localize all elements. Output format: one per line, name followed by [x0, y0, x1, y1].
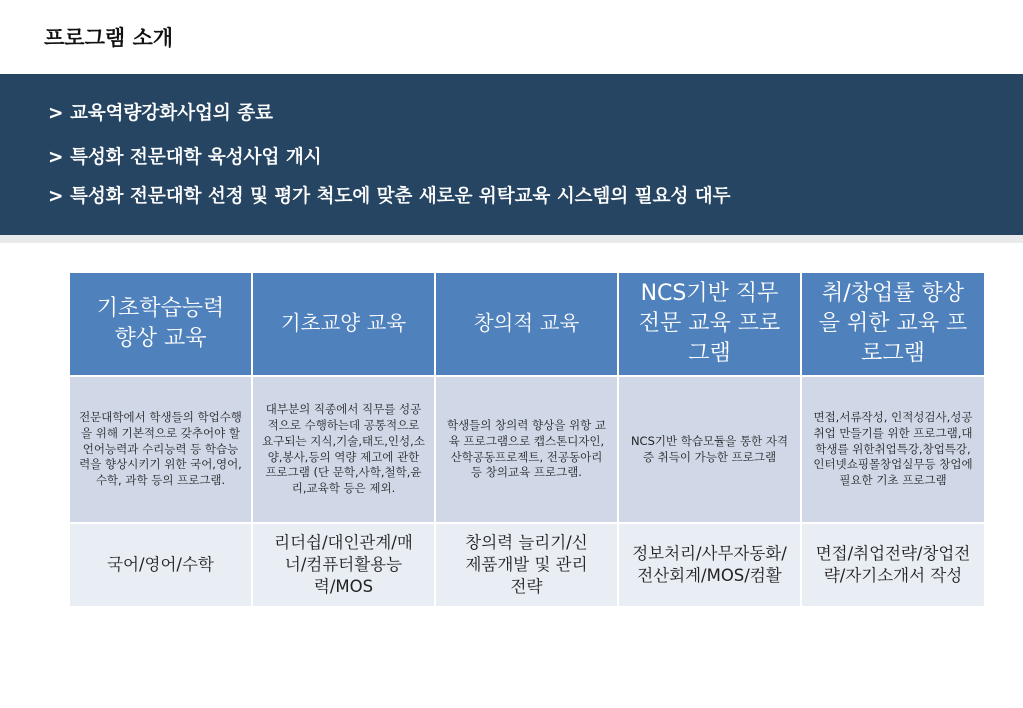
banner-item: > 교육역량강화사업의 종료: [48, 103, 273, 124]
banner-item: > 특성화 전문대학 선정 및 평가 척도에 맞춘 새로운 위탁교육 시스템의 필요성 대두: [48, 186, 731, 207]
subject-cell: 리더쉽/대인관계/매너/컴퓨터활용능력/MOS: [252, 523, 435, 607]
description-cell: 면접,서류작성, 인적성검사,성공취업 만들기를 위한 프로그램,대학생를 위한취업특강,창업특강, 인터넷쇼핑몰창업실무등 창업에 필요한 기초 프로그램: [801, 376, 985, 523]
table-header-row: [69, 272, 985, 376]
column-header: NCS기반 직무 전문 교육 프로그램: [618, 272, 801, 376]
subject-cell: 창의력 늘리기/신제품개발 및 관리전략: [435, 523, 618, 607]
banner-item: > 특성화 전문대학 육성사업 개시: [48, 147, 322, 168]
subject-cell: 면접/취업전략/창업전략/자기소개서 작성: [801, 523, 985, 607]
column-header: 기초학습능력 향상 교육: [69, 272, 252, 376]
banner-divider: [0, 235, 1023, 243]
page-title: 프로그램 소개: [44, 26, 174, 50]
table-row: [69, 376, 985, 523]
description-cell: 전문대학에서 학생들의 학업수행을 위해 기본적으로 갖추어야 할 언어능력과 수리능력 등 학습능력을 향상시키기 위한 국어,영어,수학, 과학 등의 프로그램.: [69, 376, 252, 523]
description-cell: 학생들의 창의력 향상을 위항 교육 프로그램으로 캡스톤디자인,산학공동프로젝트, 전공동아리 등 창의교육 프로그램.: [435, 376, 618, 523]
program-table: [68, 271, 986, 608]
column-header: 창의적 교육: [435, 272, 618, 376]
description-cell: 대부분의 직종에서 직무를 성공적으로 수행하는데 공통적으로 요구되는 지식,기술,태도,인성,소양,봉사,등의 역량 제고에 관한 프로그램 (단 문학,사학,철학,윤리,교육학 등은 제외.: [252, 376, 435, 523]
subject-cell: 국어/영어/수학: [69, 523, 252, 607]
description-cell: NCS기반 학습모듈을 통한 자격증 취득이 가능한 프로그램: [618, 376, 801, 523]
subject-cell: 정보처리/사무자동화/전산회계/MOS/컴활: [618, 523, 801, 607]
column-header: 기초교양 교육: [252, 272, 435, 376]
table-row: [69, 523, 985, 607]
column-header: 취/창업률 향상을 위한 교육 프로그램: [801, 272, 985, 376]
